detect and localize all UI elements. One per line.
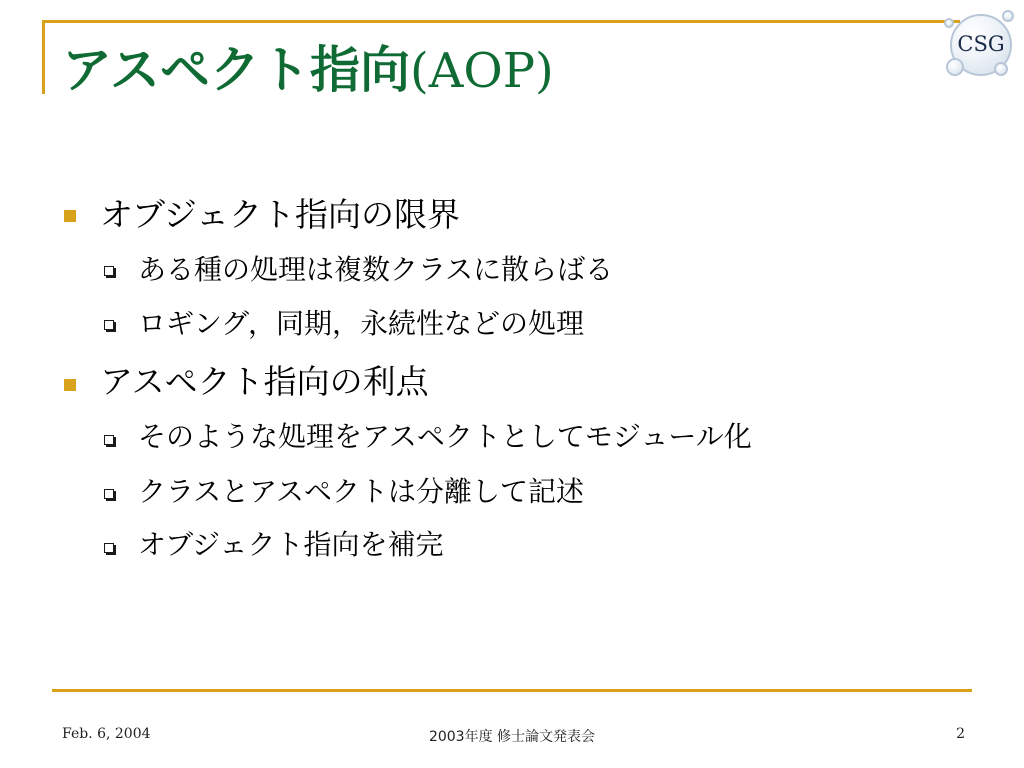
hollow-square-bullet-icon (104, 543, 114, 553)
hollow-square-bullet-icon (104, 435, 114, 445)
footer-event: 2003年度 修士論文発表会 (428, 729, 596, 745)
logo-small-bubble (994, 62, 1008, 76)
title-frame-left-line (42, 20, 45, 94)
csg-logo (944, 10, 1018, 84)
logo-text: CSG (957, 32, 1005, 56)
footer-date: Feb. 6, 2004 (62, 726, 151, 742)
title-frame-top-line (42, 20, 960, 23)
footer-divider (52, 689, 972, 692)
square-bullet-icon (64, 379, 76, 391)
logo-small-bubble (946, 58, 964, 76)
page-number: 2 (956, 726, 965, 742)
bullet-item: オブジェクト指向の限界 (100, 195, 461, 234)
logo-small-bubble (1002, 10, 1014, 22)
sub-bullet-item: クラスとアスペクトは分離して記述 (138, 475, 585, 508)
slide-title-suffix: (AOP) (410, 43, 554, 99)
bullet-item: アスペクト指向の利点 (100, 362, 429, 401)
hollow-square-bullet-icon (104, 489, 114, 499)
sub-bullet-item: ロギング，同期，永続性などの処理 (138, 307, 585, 340)
hollow-square-bullet-icon (104, 320, 114, 330)
square-bullet-icon (64, 210, 76, 222)
sub-bullet-item: そのような処理をアスペクトとしてモジュール化 (138, 420, 752, 453)
slide-title (62, 30, 554, 110)
sub-bullet-item: ある種の処理は複数クラスに散らばる (138, 253, 614, 286)
slide-title-main: アスペクト指向 (62, 41, 410, 99)
sub-bullet-item: オブジェクト指向を補完 (138, 528, 444, 561)
hollow-square-bullet-icon (104, 266, 114, 276)
logo-small-bubble (944, 18, 954, 28)
